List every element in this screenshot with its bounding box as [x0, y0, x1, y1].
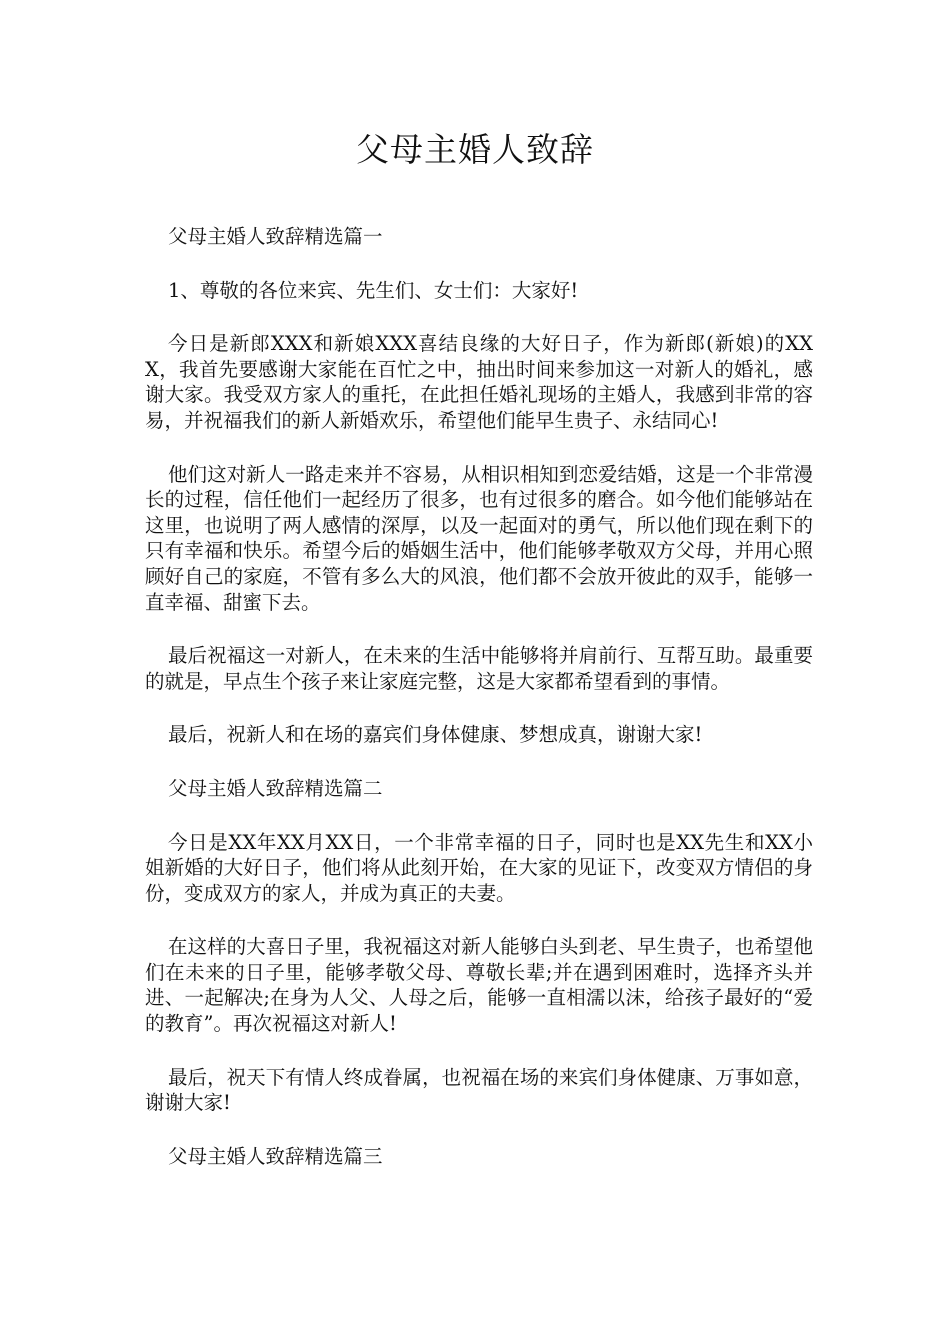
greeting-paragraph: 1、尊敬的各位来宾、先生们、女士们：大家好! — [168, 278, 579, 302]
body-paragraph: 他们这对新人一路走来并不容易，从相识相知到恋爱结婚，这是一个非常漫长的过程，信任他们一起经历了很多，也有过很多的磨合。如今他们能够站在这里，也说明了两人感情的深厚，以及一起面对的勇气，所以他们现在剩下的只有幸福和快乐。希望今后的婚姻生活中，他们能够孝敬双方父母，并用心照顾好自己的家庭，不管有多么大的风浪，他们都不会放开彼此的双手，能够一直幸福、甜蜜下去。 — [145, 462, 813, 614]
closing-paragraph: 最后，祝新人和在场的嘉宾们身体健康、梦想成真，谢谢大家! — [168, 723, 703, 747]
body-paragraph: 最后祝福这一对新人，在未来的生活中能够将并肩前行、互帮互助。最重要的就是，早点生个孩子来让家庭完整，这是大家都希望看到的事情。 — [145, 644, 813, 693]
section-heading-3: 父母主婚人致辞精选篇三 — [168, 1144, 383, 1168]
body-paragraph: 今日是新郎XXX和新娘XXX喜结良缘的大好日子，作为新郎(新娘)的XXX，我首先要感谢大家能在百忙之中，抽出时间来参加这一对新人的婚礼，感谢大家。我受双方家人的重托，在此担任婚礼现场的主婚人，我感到非常的容易，并祝福我们的新人新婚欢乐，希望他们能早生贵子、永结同心! — [145, 332, 813, 432]
closing-paragraph: 最后，祝天下有情人终成眷属，也祝福在场的来宾们身体健康、万事如意，谢谢大家! — [145, 1065, 813, 1115]
body-paragraph: 在这样的大喜日子里，我祝福这对新人能够白头到老、早生贵子，也希望他们在未来的日子里，能够孝敬父母、尊敬长辈;并在遇到困难时，选择齐头并进、一起解决;在身为人父、人母之后，能够一直相濡以沫，给孩子最好的“爱的教育”。再次祝福这对新人! — [145, 935, 813, 1036]
document-body — [145, 224, 813, 1197]
section-heading-1: 父母主婚人致辞精选篇一 — [168, 225, 383, 248]
section-heading-2: 父母主婚人致辞精选篇二 — [168, 776, 383, 800]
body-paragraph: 今日是XX年XX月XX日，一个非常幸福的日子，同时也是XX先生和XX小姐新婚的大好日子，他们将从此刻开始，在大家的见证下，改变双方情侣的身份，变成双方的家人，并成为真正的夫妻。 — [145, 830, 813, 905]
document-title: 父母主婚人致辞 — [356, 130, 594, 169]
